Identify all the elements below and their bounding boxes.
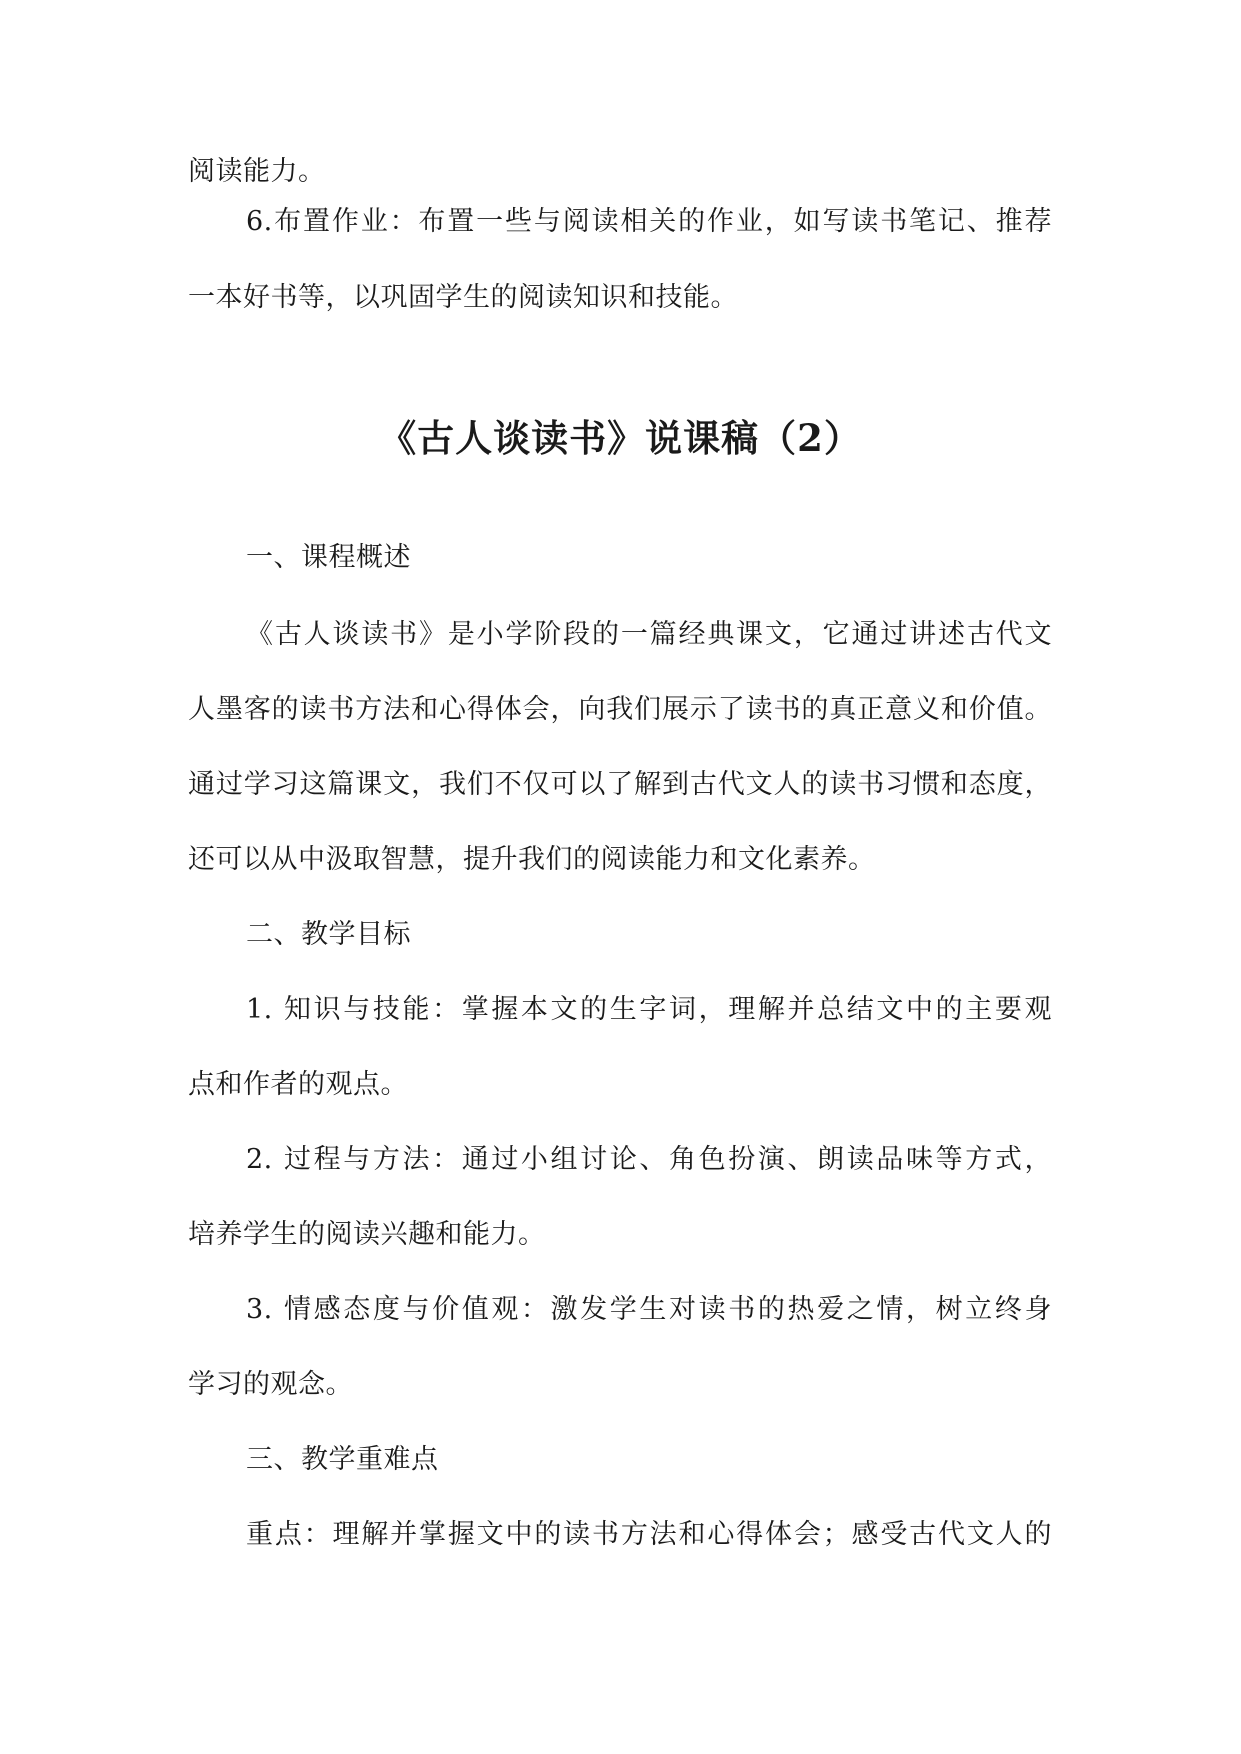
paragraph-line: 通过学习这篇课文，我们不仅可以了解到古代文人的读书习惯和态度， bbox=[188, 769, 1052, 800]
paragraph-line: 重点：理解并掌握文中的读书方法和心得体会；感受古代文人的 bbox=[246, 1519, 1052, 1550]
paragraph-line: 6.布置作业：布置一些与阅读相关的作业，如写读书笔记、推荐 bbox=[246, 206, 1052, 237]
paragraph-line: 1. 知识与技能：掌握本文的生字词，理解并总结文中的主要观 bbox=[246, 994, 1052, 1025]
section-heading: 一、课程概述 bbox=[246, 542, 411, 573]
paragraph-line: 点和作者的观点。 bbox=[188, 1069, 408, 1100]
section-heading: 二、教学目标 bbox=[246, 919, 411, 950]
paragraph-line: 人墨客的读书方法和心得体会，向我们展示了读书的真正意义和价值。 bbox=[188, 694, 1052, 725]
section-heading: 三、教学重难点 bbox=[246, 1444, 439, 1475]
paragraph-line: 还可以从中汲取智慧，提升我们的阅读能力和文化素养。 bbox=[188, 844, 876, 875]
paragraph-line: 培养学生的阅读兴趣和能力。 bbox=[188, 1219, 546, 1250]
paragraph-line: 2. 过程与方法：通过小组讨论、角色扮演、朗读品味等方式， bbox=[246, 1144, 1052, 1175]
paragraph-line: 阅读能力。 bbox=[188, 156, 326, 187]
paragraph-line: 一本好书等，以巩固学生的阅读知识和技能。 bbox=[188, 282, 738, 313]
paragraph-line: 3. 情感态度与价值观：激发学生对读书的热爱之情，树立终身 bbox=[246, 1294, 1052, 1325]
paragraph-line: 《古人谈读书》是小学阶段的一篇经典课文，它通过讲述古代文 bbox=[246, 619, 1052, 650]
paragraph-line: 学习的观念。 bbox=[188, 1369, 353, 1400]
document-title: 《古人谈读书》说课稿（2） bbox=[379, 416, 862, 460]
